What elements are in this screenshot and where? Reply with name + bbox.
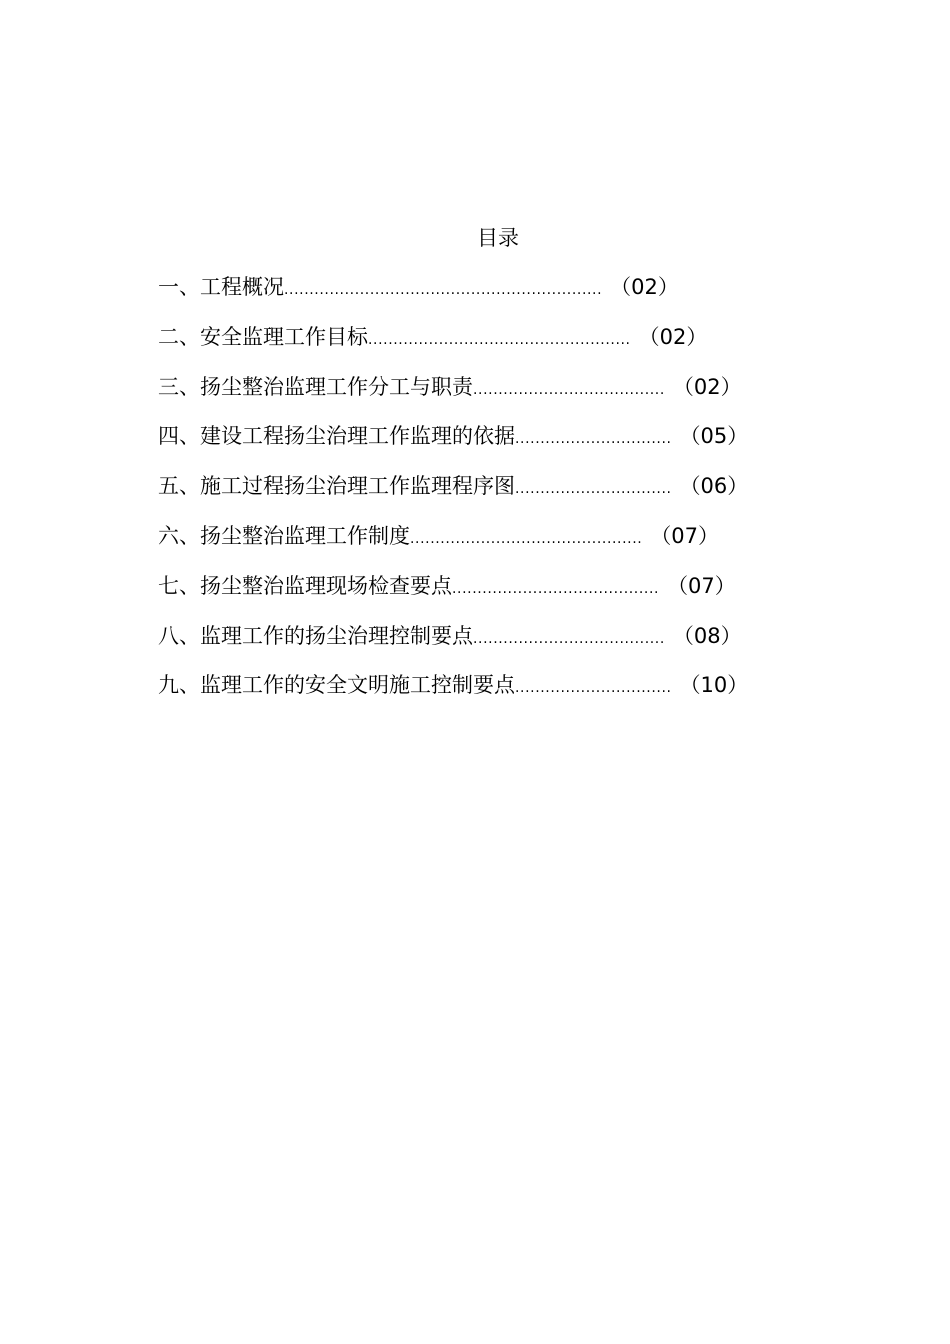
- toc-entry-5: [158, 472, 748, 522]
- toc-entry-3: [158, 373, 748, 423]
- table-of-contents: [158, 273, 748, 721]
- toc-entry-number: 三、: [158, 374, 200, 399]
- toc-entry-1: [158, 273, 748, 323]
- toc-entry-6: [158, 522, 748, 572]
- toc-leader-dots: ....................................................: [368, 331, 631, 348]
- toc-leader-dots: ...............................: [515, 680, 672, 697]
- toc-leader-dots: ...............................................................: [284, 282, 603, 298]
- toc-page-number: （02）: [638, 324, 708, 349]
- toc-leader-dots: ...............................: [515, 481, 672, 498]
- toc-entry-number: 七、: [158, 573, 200, 598]
- toc-leader-dots: ......................................: [473, 630, 665, 647]
- toc-entry-9: [158, 671, 748, 721]
- toc-entry-number: 四、: [158, 424, 200, 449]
- toc-entry-4: [158, 422, 748, 472]
- toc-entry-text: 建设工程扬尘治理工作监理的依据: [200, 424, 515, 449]
- toc-page-number: （10）: [679, 673, 749, 698]
- toc-page-number: （07）: [650, 523, 720, 548]
- toc-leader-dots: ...............................: [515, 431, 672, 448]
- toc-page-number: （07）: [667, 573, 736, 598]
- toc-leader-dots: ......................................: [473, 381, 665, 398]
- toc-page-number: （06）: [679, 474, 749, 499]
- toc-entry-text: 工程概况: [200, 275, 284, 299]
- toc-leader-dots: ..............................................: [410, 530, 643, 547]
- toc-page-number: （02）: [672, 374, 742, 399]
- toc-entry-number: 二、: [158, 324, 200, 349]
- toc-page-number: （02）: [610, 275, 679, 299]
- toc-entry-number: 五、: [158, 474, 200, 499]
- toc-entry-number: 八、: [158, 623, 200, 648]
- toc-entry-8: [158, 622, 748, 672]
- toc-entry-number: 六、: [158, 523, 200, 548]
- toc-entry-2: [158, 323, 748, 373]
- toc-entry-text: 监理工作的扬尘治理控制要点: [200, 623, 473, 648]
- toc-entry-text: 扬尘整治监理现场检查要点: [200, 573, 452, 598]
- toc-entry-text: 监理工作的安全文明施工控制要点: [200, 673, 515, 698]
- toc-entry-text: 施工过程扬尘治理工作监理程序图: [200, 474, 515, 499]
- toc-entry-number: 九、: [158, 673, 200, 698]
- toc-leader-dots: .........................................: [452, 580, 660, 597]
- toc-entry-text: 安全监理工作目标: [200, 324, 368, 349]
- toc-entry-text: 扬尘整治监理工作分工与职责: [200, 374, 473, 399]
- toc-page-number: （05）: [679, 424, 749, 449]
- toc-entry-7: [158, 572, 748, 622]
- toc-title: 目录: [477, 226, 519, 250]
- toc-entry-number: 一、: [158, 275, 200, 299]
- toc-entry-text: 扬尘整治监理工作制度: [200, 523, 410, 548]
- toc-page-number: （08）: [672, 623, 742, 648]
